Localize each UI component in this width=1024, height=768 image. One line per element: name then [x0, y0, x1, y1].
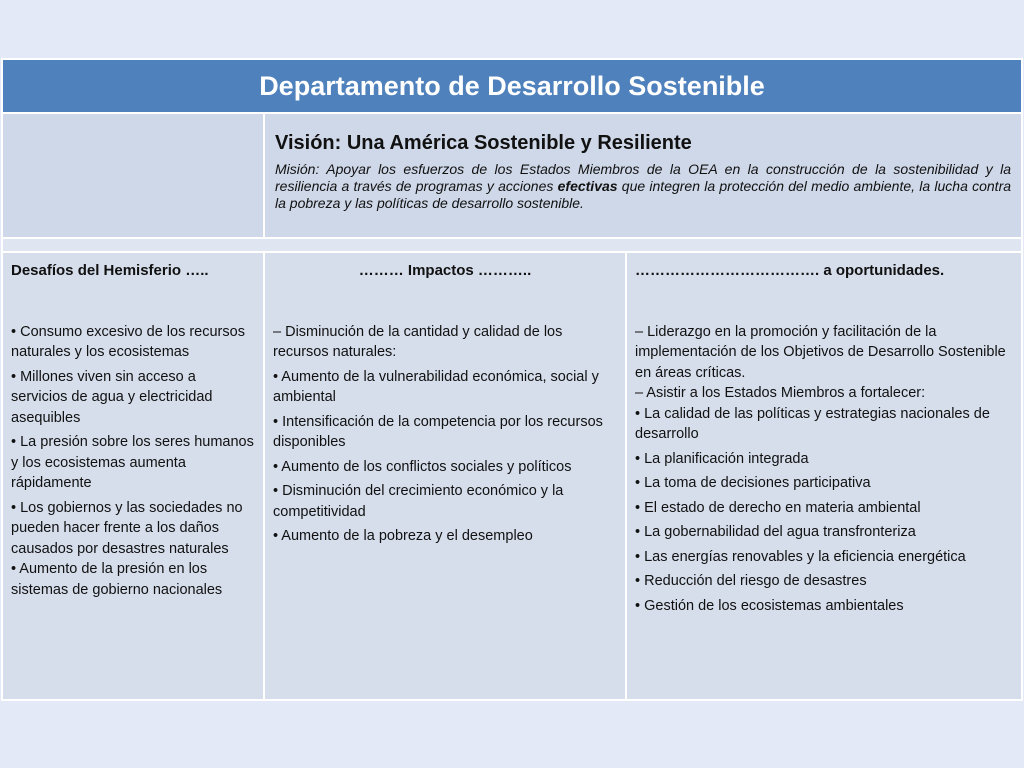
challenges-item: • Consumo excesivo de los recursos naturales y los ecosistemas [11, 323, 245, 360]
opportunities-item: • El estado de derecho en materia ambiental [635, 499, 921, 516]
impacts-column [264, 252, 626, 700]
page-title: Departamento de Desarrollo Sostenible [259, 70, 765, 101]
opportunities-item: – Liderazgo en la promoción y facilitación de la implementación de los Objetivos de Desarrollo Sostenible en áreas críticas. [635, 323, 1006, 381]
opportunities-heading: ………………………………. a oportunidades. [635, 262, 945, 279]
challenges-item: • La presión sobre los seres humanos y los ecosistemas aumenta rápidamente [11, 434, 254, 491]
vision-title: Visión: Una América Sostenible y Resiliente [275, 132, 692, 154]
department-table [1, 58, 1023, 701]
challenges-column [2, 252, 264, 700]
spacer-row [2, 238, 1022, 252]
impacts-item: • Disminución del crecimiento económico y la competitividad [273, 483, 564, 520]
opportunities-item: • Reducción del riesgo de desastres [635, 573, 867, 589]
challenges-item: • Los gobiernos y las sociedades no pueden hacer frente a los daños causados por desastres naturales [11, 499, 243, 557]
table-header [2, 59, 1022, 113]
challenges-list [11, 322, 255, 601]
opportunities-list [635, 322, 1013, 617]
opportunities-item: • La calidad de las políticas y estrategias nacionales de desarrollo [635, 405, 990, 442]
mission-prefix: Misión: Apoyar los esfuerzos de los Estados Miembros de la OEA en la construcción de la sostenibilidad y la resiliencia a través de programas y acciones [275, 161, 1012, 194]
impacts-list [273, 322, 617, 547]
impacts-item: • Intensificación de la competencia por los recursos disponibles [273, 413, 603, 450]
mission-suffix: que integren la protección del medio ambiente, la lucha contra la pobreza y las políticas de desarrollo sostenible. [275, 178, 1012, 211]
opportunities-item: – Asistir a los Estados Miembros a fortalecer: [635, 385, 926, 401]
opportunities-item: • Gestión de los ecosistemas ambientales [635, 597, 904, 614]
empty-cell [2, 113, 264, 238]
mission-text [275, 161, 1011, 212]
impacts-item: • Aumento de la vulnerabilidad económica, social y ambiental [273, 368, 599, 405]
challenges-item: • Aumento de la presión en los sistemas de gobierno nacionales [11, 561, 223, 598]
impacts-heading: ……… Impactos ……….. [358, 262, 532, 279]
vision-cell [264, 113, 1022, 238]
opportunities-column [626, 252, 1022, 700]
impacts-item: • Aumento de la pobreza y el desempleo [273, 528, 533, 544]
opportunities-item: • La planificación integrada [635, 450, 809, 467]
opportunities-item: • La toma de decisiones participativa [635, 475, 871, 491]
opportunities-item: • La gobernabilidad del agua transfronteriza [635, 524, 916, 540]
challenges-heading: Desafíos del Hemisferio ….. [11, 262, 209, 279]
challenges-item: • Millones viven sin acceso a servicios de agua y electricidad asequibles [11, 368, 213, 426]
mission-bold: efectivas [557, 178, 618, 194]
impacts-item: – Disminución de la cantidad y calidad de los recursos naturales: [273, 323, 563, 360]
impacts-item: • Aumento de los conflictos sociales y políticos [273, 458, 572, 475]
opportunities-item: • Las energías renovables y la eficiencia energética [635, 548, 966, 565]
